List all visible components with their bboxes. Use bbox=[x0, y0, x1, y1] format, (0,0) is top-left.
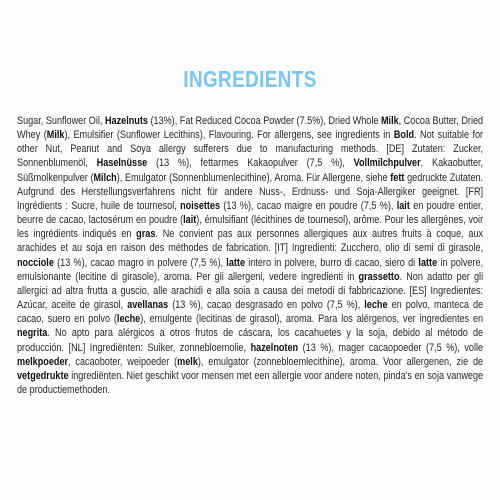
ingredient-text-run: in polvere, emulsionante (lecitine di girasole), aroma. Per gli allergeni, vedere ingredienti in bbox=[17, 256, 484, 283]
ingredient-text-run: intero in polvere, burro di cacao, siero di bbox=[245, 256, 419, 269]
ingredient-text-run: , Kakaobutter, Süßmolkenpulver ( bbox=[17, 157, 484, 184]
ingredient-text-run: gedruckte Zutaten. Aufgrund des Herstellungsverfahrens nicht für andere Nuss-, Erdnuss- und Soja-Allergiker geeignet. [FR] Ingrédients : Sucre, huile de tournesol, bbox=[17, 171, 484, 212]
ingredient-text-run: Sugar, Sunflower Oil, bbox=[17, 115, 105, 127]
ingredient-text-run: (13%), Fat Reduced Cocoa Powder (7.5%), Dried Whole bbox=[147, 115, 381, 127]
allergen-bold-text: negrita bbox=[17, 327, 48, 340]
allergen-bold-text: avellanas bbox=[127, 299, 169, 312]
ingredients-text bbox=[17, 114, 483, 397]
allergen-bold-text: hazelnoten bbox=[250, 341, 299, 354]
allergen-bold-text: Bold bbox=[393, 129, 415, 142]
allergen-bold-text: vetgedrukte bbox=[17, 369, 69, 382]
allergen-bold-text: latte bbox=[226, 256, 246, 269]
ingredient-text-run: ), emulgator (zonnebloemlecithine), aroma. Voor allergenen, zie de bbox=[197, 355, 484, 368]
ingredient-text-run: ), Emulsifier (Sunflower Lecithins), Flavouring. For allergens, see ingredients in bbox=[64, 129, 394, 142]
allergen-bold-text: leche bbox=[116, 313, 141, 326]
ingredient-text-run: en polvo, manteca de cacao, suero en polvo ( bbox=[17, 299, 484, 326]
ingredient-text-run: (13 %), cacao desgrasado en polvo (7,5 %), bbox=[168, 299, 365, 312]
allergen-bold-text: melk bbox=[177, 355, 198, 368]
ingredient-text-run: ), émulsifiant (lécithines de tournesol), arôme. Pour les allergènes, voir les ingrédients indiqués en bbox=[17, 214, 484, 241]
ingredient-text-run: ), emulgente (lecitinas de girasol), aroma. Para los alérgenos, ver ingredientes en bbox=[140, 313, 484, 326]
allergen-bold-text: melkpoeder bbox=[17, 355, 69, 368]
ingredient-text-run: ), Emulgator (Sonnenblumenlecithine), Aroma. Für Allergene, siehe bbox=[116, 171, 391, 184]
ingredients-heading: INGREDIENTS bbox=[183, 66, 317, 92]
ingredient-text-run: . Ne convient pas aux personnes allergiques aux autres fruits à coque, aux arachides et au soja en raison des méthodes de fabrication. [IT] Ingredienti: Zucchero, olio di semi di girasole, bbox=[17, 228, 484, 255]
allergen-bold-text: lait bbox=[396, 199, 410, 212]
ingredient-text-run: ingrediënten. Niet geschikt voor mensen met een allergie voor andere noten, pinda's en soja vanwege de productiemethoden. bbox=[17, 369, 484, 396]
allergen-bold-text: gras bbox=[136, 228, 156, 241]
allergen-bold-text: fett bbox=[390, 171, 405, 184]
ingredient-text-run: , Cocoa Butter, Dried Whey ( bbox=[17, 115, 484, 142]
allergen-bold-text: Haselnüsse bbox=[96, 157, 148, 170]
allergen-bold-text: lait bbox=[183, 214, 197, 227]
allergen-bold-text: latte bbox=[418, 256, 438, 269]
ingredient-text-run: (13 %), fettarmes Kakaopulver (7,5 %), bbox=[147, 157, 354, 170]
allergen-bold-text: Milch bbox=[93, 171, 117, 184]
ingredient-text-run: . Non adatto per gli allergici ad altra frutta a guscio, alle arachidi e alla soia a causa dei metodi di fabbricazione. [ES] Ingredientes: Azúcar, aceite de girasol, bbox=[17, 270, 484, 312]
ingredient-text-run: (13 %), cacao maigre en poudre (7,5 %), bbox=[220, 199, 397, 212]
allergen-bold-text: Milk bbox=[380, 115, 399, 127]
allergen-bold-text: noisettes bbox=[180, 199, 221, 212]
ingredient-text-run: (13 %), cacao magro in polvere (7,5 %), bbox=[53, 256, 227, 269]
allergen-bold-text: Hazelnuts bbox=[104, 115, 148, 127]
ingredient-text-run: . No apto para alérgicos a otros frutos de cáscara, los cacahuetes y la soja, debido al método de producción. [NL] Ingrediënten: Suiker, zonnebloemolie, bbox=[17, 327, 484, 354]
ingredient-text-run: (13 %), mager cacaopoeder (7,5 %), volle bbox=[298, 341, 484, 354]
ingredient-text-run: . Not suitable for other Nut, Peanut and Soya allergy sufferers due to manufacturing methods. [DE] Zutaten: Zucker, Sonnenblumenöl, bbox=[17, 129, 484, 170]
allergen-bold-text: Vollmilchpulver bbox=[353, 157, 421, 170]
allergen-bold-text: grassetto bbox=[358, 270, 400, 283]
allergen-bold-text: Milk bbox=[46, 129, 65, 142]
ingredient-text-run: , cacaoboter, weipoeder ( bbox=[68, 355, 178, 368]
allergen-bold-text: leche bbox=[364, 299, 388, 312]
allergen-bold-text: nocciole bbox=[17, 256, 54, 269]
ingredient-text-run: en poudre entier, beurre de cacao, lactosérum en poudre ( bbox=[17, 199, 484, 227]
